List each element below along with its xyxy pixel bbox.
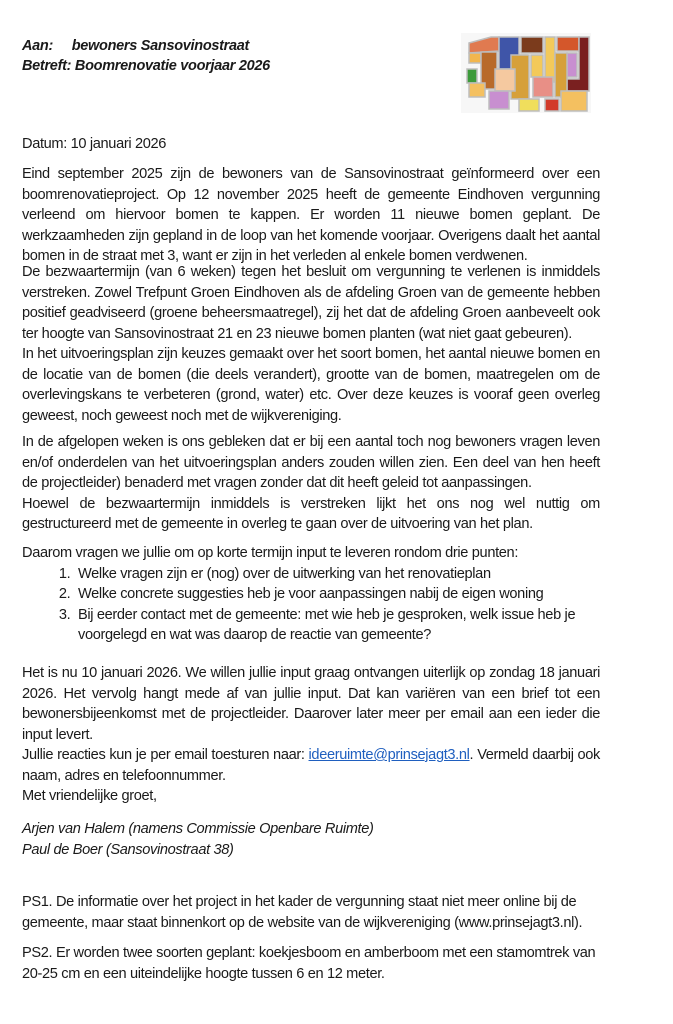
paragraph-deadline-part1: Het is nu 10 januari 2026. We willen jullie input graag ontvangen uiterlijk op zondag 18 januari 2026. Het vervolg hangt mede af van jullie input. Dat kan variëren van een brief tot een bewonersbijeenkomst met de projectleider. Daarover later meer per email aan een ieder die input levert. bbox=[22, 665, 600, 743]
subject-value: Boomrenovatie voorjaar 2026 bbox=[74, 58, 270, 74]
recipient-label: Aan: bbox=[22, 38, 54, 54]
letter-date: Datum: 10 januari 2026 bbox=[22, 136, 167, 152]
contact-prefix: Jullie reacties kun je per email toesturen naar: bbox=[22, 747, 309, 763]
contact-suffix: . Vermeld daarbij ook naam, adres en telefoonnummer. bbox=[22, 747, 601, 784]
signatory: Paul de Boer (Sansovinostraat 38) bbox=[22, 841, 234, 858]
paragraph-contact bbox=[22, 745, 600, 786]
input-request bbox=[22, 543, 600, 646]
input-points-list bbox=[22, 564, 600, 646]
signatory: Arjen van Halem (namens Commissie Openbare Ruimte) bbox=[22, 821, 374, 837]
list-item: 2. Welke concrete suggesties heb je voor aanpassingen nabij de eigen woning bbox=[74, 584, 600, 605]
paragraph-deadline bbox=[22, 663, 600, 786]
paragraph-objection-part1: De bezwaartermijn (van 6 weken) tegen het besluit om vergunning te verlenen is inmiddels verstreken. Zowel Trefpunt Groen Eindhoven als de afdeling Groen van de gemeente hebben positief geadviseerd (groene beheersmaatregel), zij het dat de afdeling Groen aanbeveelt ook ter hoogte van Sansovinostraat 21 en 23 nieuwe bomen planten (wat niet gaat gebeuren). bbox=[22, 264, 600, 342]
paragraph-questions bbox=[22, 432, 600, 535]
list-item: 1. Welke vragen zijn er (nog) over de uitwerking van het renovatieplan bbox=[74, 564, 600, 585]
postscript-1: PS1. De informatie over het project in het kader de vergunning staat niet meer online bij de gemeente, maar staat binnenkort op de website van de wijkvereniging (www.prinsejagt3.nl). bbox=[22, 894, 583, 931]
list-item: 3. Bij eerder contact met de gemeente: met wie heb je gesproken, welk issue heb je voorgelegd en wat was daarop de reactie van gemeente? bbox=[74, 605, 600, 646]
paragraph-objection-part2: In het uitvoeringsplan zijn keuzes gemaakt over het soort bomen, het aantal nieuwe bomen en de locatie van de bomen (die deels verandert), grootte van de bomen, maatregelen om de overlevingskans te verbeteren (grond, water) etc. Over deze keuzes is vooraf geen overleg geweest, noch geweest noch met de wijkvereniging. bbox=[22, 346, 600, 424]
paragraph-objection bbox=[22, 262, 600, 426]
paragraph-questions-part2: Hoewel de bezwaartermijn inmiddels is verstreken lijkt het ons nog wel nuttig om gestructureerd met de gemeente in overleg te gaan over de uitvoering van het plan. bbox=[22, 495, 600, 532]
subject-label: Betreft: bbox=[22, 58, 72, 74]
signatories bbox=[22, 819, 600, 860]
postscript-2: PS2. Er worden twee soorten geplant: koekjesboom en amberboom met een stamomtrek van 20-25 cm en een uiteindelijke hoogte tussen 6 en 12 meter. bbox=[22, 945, 596, 982]
recipient-line bbox=[22, 36, 270, 56]
recipient-value: bewoners Sansovinostraat bbox=[71, 38, 250, 54]
email-link[interactable]: ideeruimte@prinsejagt3.nl bbox=[308, 747, 470, 763]
neighborhood-map-logo-icon bbox=[461, 33, 591, 113]
paragraph-intro: Eind september 2025 zijn de bewoners van de Sansovinostraat geïnformeerd over een boomrenovatieproject. Op 12 november 2025 heeft de gemeente Eindhoven vergunning verleend om hiervoor bomen te kappen. Er worden 11 nieuwe bomen geplant. De werkzaamheden zijn gepland in de loop van het komende voorjaar. Overigens daalt het aantal bomen in de straat met 3, want er zijn in het verleden al enkele bomen verdwenen. bbox=[22, 166, 600, 264]
input-request-intro: Daarom vragen we jullie om op korte termijn input te leveren rondom drie punten: bbox=[22, 545, 519, 561]
paragraph-questions-part1: In de afgelopen weken is ons gebleken dat er bij een aantal toch nog bewoners vragen leven en/of onderdelen van het uitvoeringsplan anders zouden willen zien. Een deel van hen heeft de projectleider) benaderd met vragen zonder dat dit heeft geleid tot aanpassingen. bbox=[22, 434, 600, 491]
letter-header bbox=[22, 36, 270, 76]
subject-line bbox=[22, 56, 270, 76]
closing-greeting: Met vriendelijke groet, bbox=[22, 788, 157, 804]
